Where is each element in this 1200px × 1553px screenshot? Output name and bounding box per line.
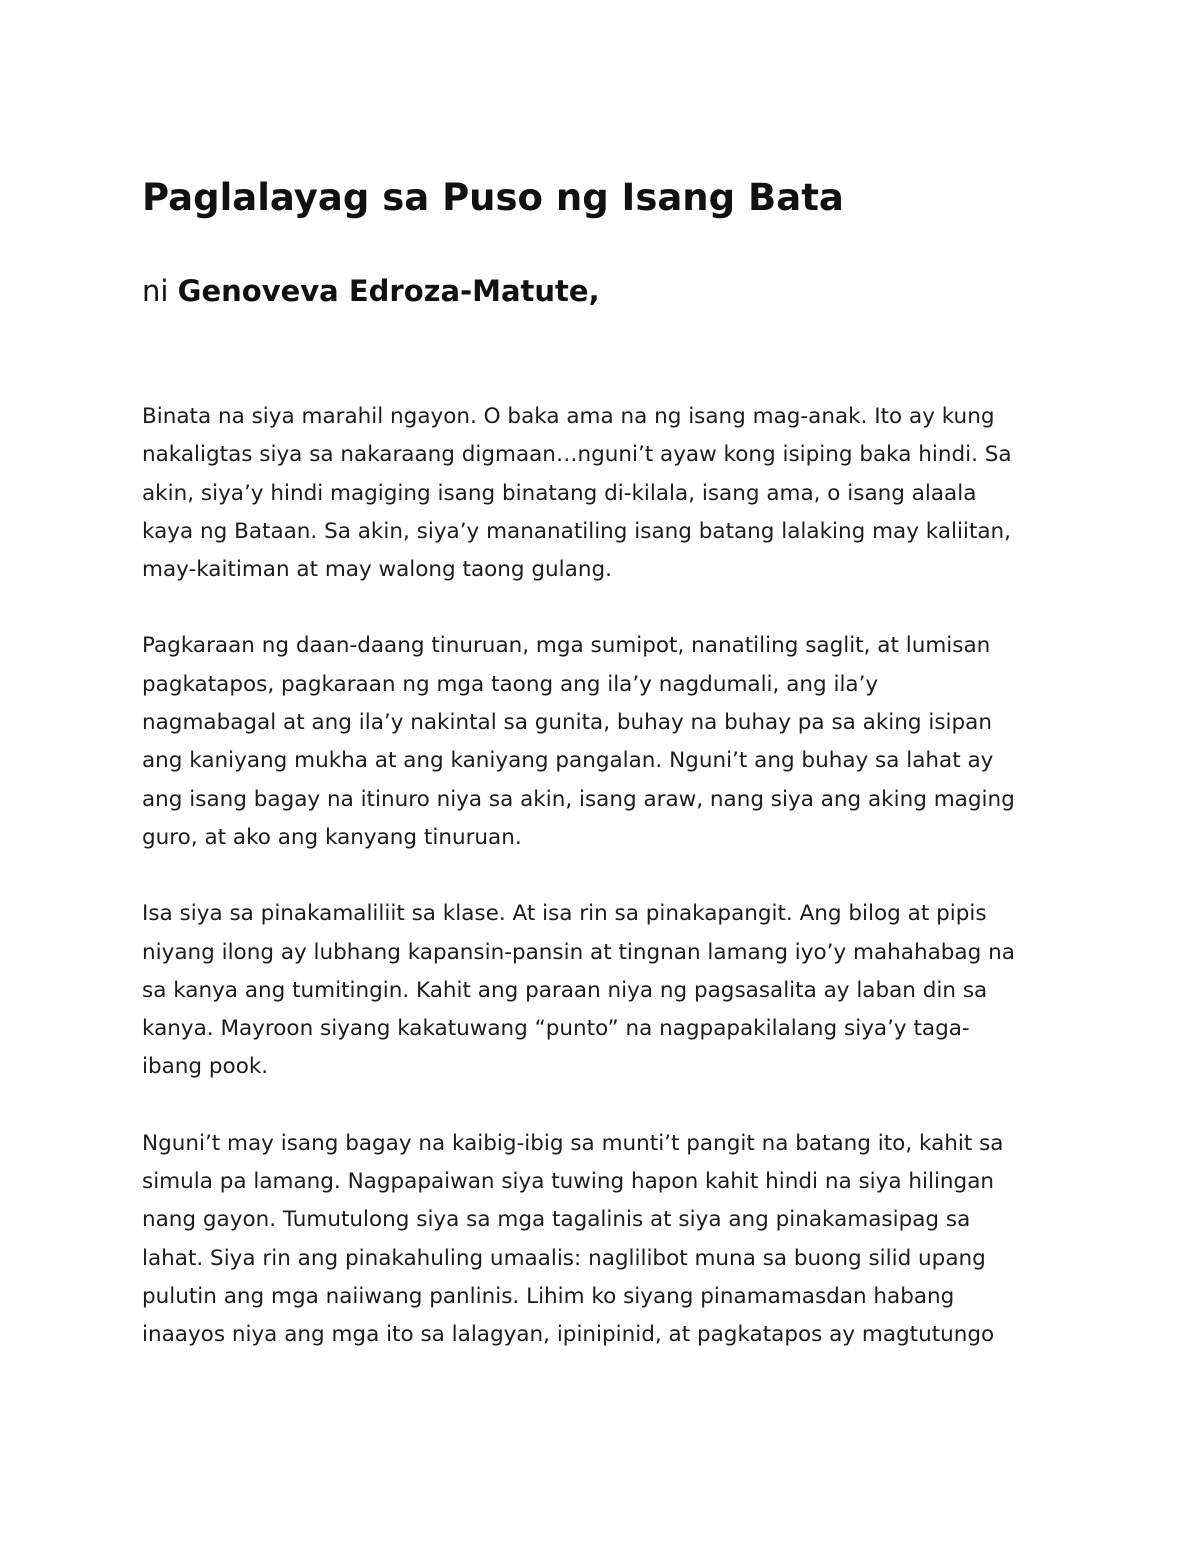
text-line: kanya. Mayroon siyang kakatuwang “punto” na nagpapakilalang siya’y taga- xyxy=(142,1016,970,1042)
text-line: lahat. Siya rin ang pinakahuling umaalis: naglilibot muna sa buong silid upang xyxy=(142,1245,986,1271)
text-line: inaayos niya ang mga ito sa lalagyan, ipinipinid, at pagkatapos ay magtutungo xyxy=(142,1322,995,1348)
paragraph-1 xyxy=(142,398,1072,589)
text-line: nagmabagal at ang ila’y nakintal sa gunita, buhay na buhay pa sa aking isipan xyxy=(142,710,992,736)
text-line: Nguni’t may isang bagay na kaibig-ibig sa munti’t pangit na batang ito, kahit sa xyxy=(142,1130,1004,1156)
text-line: Pagkaraan ng daan-daang tinuruan, mga sumipot, nanatiling saglit, at lumisan xyxy=(142,633,991,659)
document-title: Paglalayag sa Puso ng Isang Bata xyxy=(142,176,844,219)
text-line: kaya ng Bataan. Sa akin, siya’y mananatiling isang batang lalaking may kaliitan, xyxy=(142,518,1012,544)
text-line: ang kaniyang mukha at ang kaniyang pangalan. Nguni’t ang buhay sa lahat ay xyxy=(142,748,994,774)
text-line: simula pa lamang. Nagpapaiwan siya tuwing hapon kahit hindi na siya hilingan xyxy=(142,1169,994,1195)
document-body xyxy=(142,398,1072,1393)
text-line: Isa siya sa pinakamaliliit sa klase. At isa rin sa pinakapangit. Ang bilog at pipis xyxy=(142,901,987,927)
text-line: nang gayon. Tumutulong siya sa mga tagalinis at siya ang pinakamasipag sa xyxy=(142,1207,971,1233)
byline-prefix: ni xyxy=(142,274,169,308)
text-line: ang isang bagay na itinuro niya sa akin, isang araw, nang siya ang aking maging xyxy=(142,786,1015,812)
text-line: akin, siya’y hindi magiging isang binatang di-kilala, isang ama, o isang alaala xyxy=(142,480,977,506)
paragraph-3 xyxy=(142,895,1072,1086)
byline xyxy=(142,272,600,310)
text-line: sa kanya ang tumitingin. Kahit ang paraan niya ng pagsasalita ay laban din sa xyxy=(142,977,988,1003)
author-name: Genoveva Edroza-Matute, xyxy=(177,274,600,308)
text-line: may-kaitiman at may walong taong gulang. xyxy=(142,557,612,583)
text-line: pagkatapos, pagkaraan ng mga taong ang ila’y nagdumali, ang ila’y xyxy=(142,671,879,697)
text-line: niyang ilong ay lubhang kapansin-pansin at tingnan lamang iyo’y mahahabag na xyxy=(142,939,1015,965)
text-line: nakaligtas siya sa nakaraang digmaan…nguni’t ayaw kong isiping baka hindi. Sa xyxy=(142,442,1012,468)
paragraph-4 xyxy=(142,1125,1072,1355)
text-line: guro, at ako ang kanyang tinuruan. xyxy=(142,824,522,850)
text-line: pulutin ang mga naiiwang panlinis. Lihim ko siyang pinamamasdan habang xyxy=(142,1283,955,1309)
paragraph-2 xyxy=(142,627,1072,857)
text-line: Binata na siya marahil ngayon. O baka ama na ng isang mag-anak. Ito ay kung xyxy=(142,404,995,429)
text-line: ibang pook. xyxy=(142,1054,269,1080)
